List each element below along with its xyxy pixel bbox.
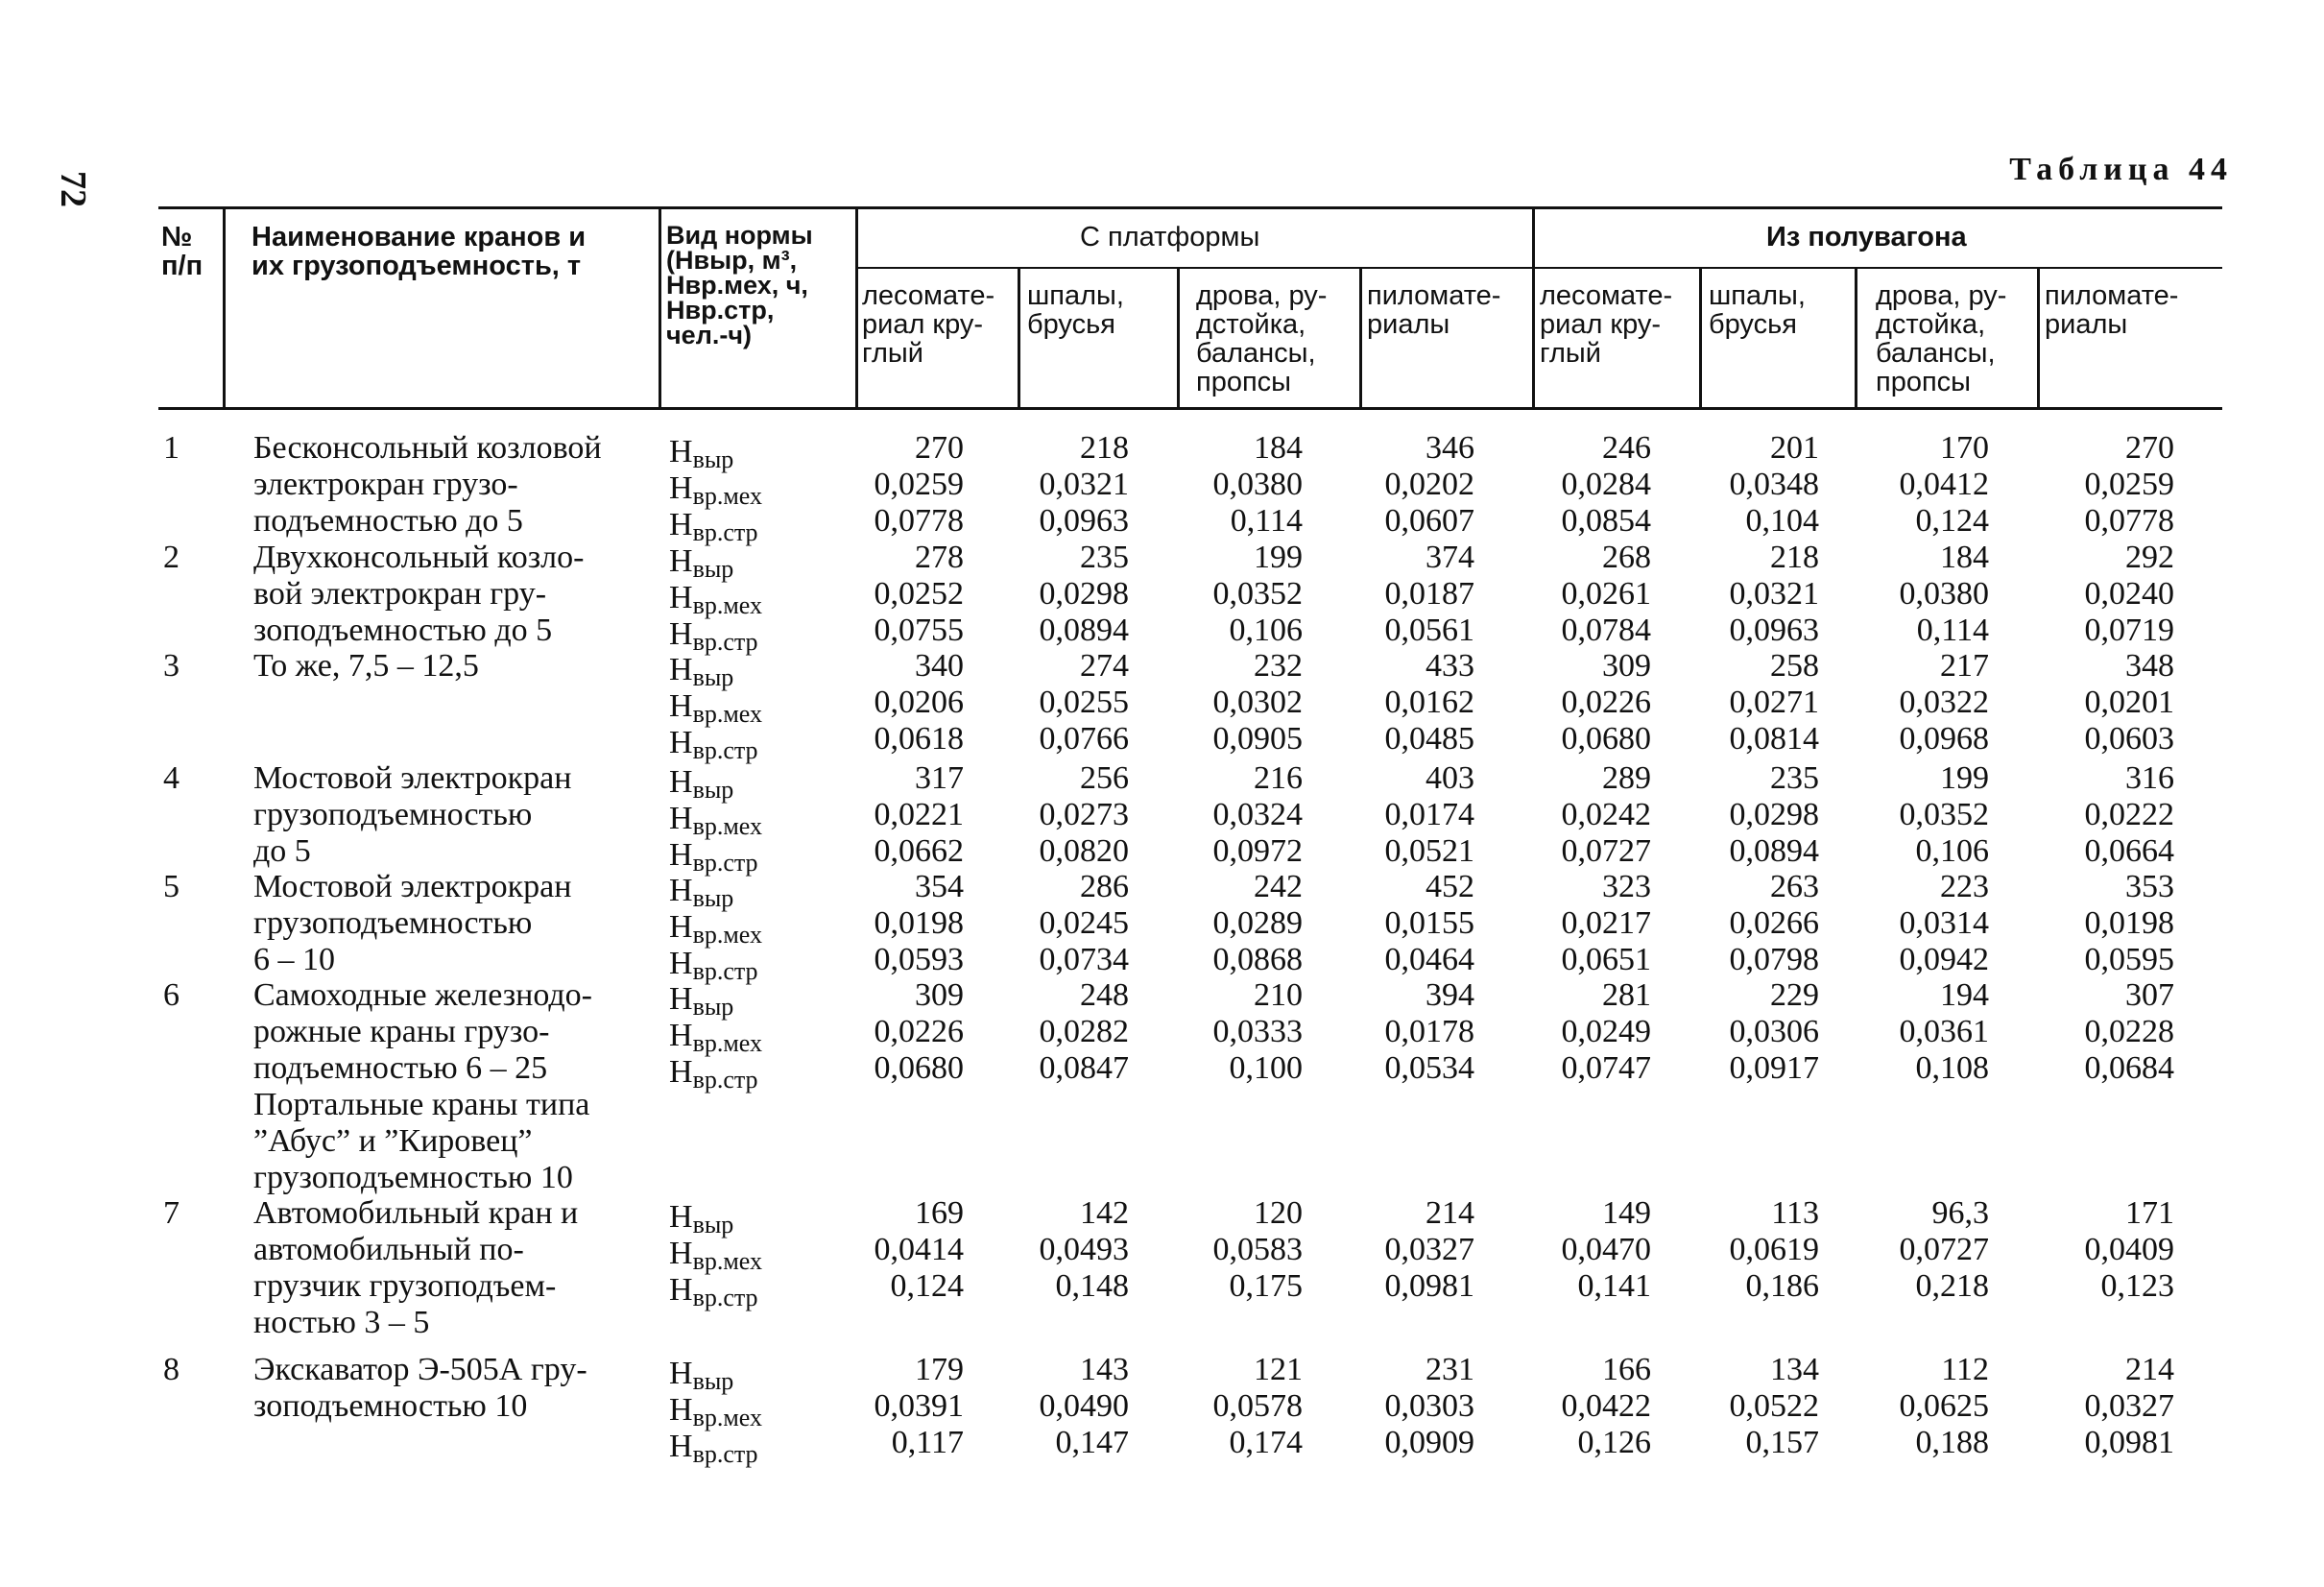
- row-number: 2: [163, 540, 180, 575]
- value-cell: 0,0963: [1039, 503, 1129, 539]
- norm-symbol: Н: [669, 1018, 693, 1053]
- norm-symbol: Н: [669, 1356, 693, 1391]
- value-cell: 0,0352: [1212, 576, 1303, 612]
- norm-symbol: Н: [669, 873, 693, 908]
- value-cell: 0,0680: [1561, 721, 1651, 757]
- value-cell: 354: [915, 869, 964, 904]
- value-cell: 0,0593: [874, 942, 964, 977]
- col-divider: [659, 206, 661, 408]
- value-cell: 0,0271: [1729, 685, 1819, 720]
- norm-symbol: Н: [669, 801, 693, 836]
- value-cell: 0,0206: [874, 685, 964, 720]
- value-cell: 0,0302: [1212, 685, 1303, 720]
- row-number: 8: [163, 1352, 180, 1387]
- value-cell: 0,0201: [2084, 685, 2174, 720]
- norm-subscript: вр.мех: [692, 921, 762, 949]
- value-cell: 0,0314: [1899, 905, 1989, 941]
- norm-symbol: Н: [669, 688, 693, 724]
- value-cell: 149: [1602, 1195, 1651, 1231]
- value-cell: 0,0905: [1212, 721, 1303, 757]
- value-cell: 0,0766: [1039, 721, 1129, 757]
- value-cell: 0,0324: [1212, 797, 1303, 832]
- value-cell: 0,174: [1229, 1425, 1303, 1460]
- value-cell: 231: [1426, 1352, 1474, 1387]
- value-cell: 0,218: [1915, 1268, 1989, 1304]
- value-cell: 0,0734: [1039, 942, 1129, 977]
- norm-subscript: выр: [692, 993, 734, 1021]
- value-cell: 348: [2125, 648, 2174, 684]
- table-caption: Таблица 44: [2009, 152, 2233, 187]
- col-divider: [1359, 267, 1362, 408]
- value-cell: 0,0391: [874, 1388, 964, 1424]
- value-cell: 143: [1080, 1352, 1129, 1387]
- value-cell: 0,0868: [1212, 942, 1303, 977]
- value-cell: 0,0284: [1561, 467, 1651, 502]
- value-cell: 0,0784: [1561, 613, 1651, 648]
- value-cell: 0,0814: [1729, 721, 1819, 757]
- value-cell: 0,0217: [1561, 905, 1651, 941]
- norm-subscript: вр.мех: [692, 700, 762, 728]
- value-cell: 217: [1940, 648, 1989, 684]
- norm-subscript: вр.стр: [692, 628, 758, 656]
- value-cell: 346: [1426, 430, 1474, 466]
- value-cell: 317: [915, 760, 964, 796]
- row-crane-name: Бесконсольный козловой электрокран грузо- подъемностью до 5: [253, 430, 602, 539]
- value-cell: 134: [1770, 1352, 1819, 1387]
- value-cell: 0,141: [1577, 1268, 1651, 1304]
- value-cell: 0,0228: [2084, 1014, 2174, 1049]
- norm-label: [669, 1054, 758, 1098]
- header-sub-4: лесомате- риал кру- глый: [1540, 280, 1673, 369]
- row-number: 5: [163, 869, 180, 904]
- subheader-rule-platform: [857, 267, 1534, 269]
- value-cell: 0,106: [1915, 833, 1989, 869]
- value-cell: 0,0240: [2084, 576, 2174, 612]
- norm-symbol: Н: [669, 909, 693, 945]
- norm-symbol: Н: [669, 470, 693, 506]
- value-cell: 96,3: [1931, 1195, 1989, 1231]
- norm-subscript: выр: [692, 776, 734, 804]
- value-cell: 0,0820: [1039, 833, 1129, 869]
- value-cell: 246: [1602, 430, 1651, 466]
- value-cell: 307: [2125, 977, 2174, 1013]
- value-cell: 229: [1770, 977, 1819, 1013]
- norm-symbol: Н: [669, 1236, 693, 1271]
- header-col-num: № п/п: [161, 222, 204, 281]
- norm-symbol: Н: [669, 616, 693, 652]
- value-cell: 0,0485: [1384, 721, 1474, 757]
- value-cell: 270: [915, 430, 964, 466]
- header-group-wagon: Из полувагона: [1766, 222, 1967, 252]
- row-crane-name: Мостовой электрокран грузоподъемностью 6 – 10: [253, 869, 572, 977]
- norm-symbol: Н: [669, 1199, 693, 1235]
- norm-symbol: Н: [669, 764, 693, 800]
- value-cell: 0,0464: [1384, 942, 1474, 977]
- value-cell: 0,0273: [1039, 797, 1129, 832]
- value-cell: 452: [1426, 869, 1474, 904]
- value-cell: 0,0684: [2084, 1050, 2174, 1086]
- norm-subscript: выр: [692, 445, 734, 473]
- value-cell: 0,0798: [1729, 942, 1819, 977]
- value-cell: 216: [1254, 760, 1303, 796]
- norm-symbol: Н: [669, 725, 693, 760]
- value-cell: 0,0226: [874, 1014, 964, 1049]
- value-cell: 199: [1254, 540, 1303, 575]
- subheader-rule-wagon: [1534, 267, 2222, 269]
- value-cell: 0,0414: [874, 1232, 964, 1267]
- value-cell: 166: [1602, 1352, 1651, 1387]
- norm-symbol: Н: [669, 507, 693, 542]
- value-cell: 403: [1426, 760, 1474, 796]
- value-cell: 0,0618: [874, 721, 964, 757]
- norm-symbol: Н: [669, 946, 693, 981]
- norm-symbol: Н: [669, 1054, 693, 1090]
- value-cell: 0,124: [1915, 503, 1989, 539]
- header-sub-6: дрова, ру- дстойка, балансы, пропсы: [1876, 280, 2007, 397]
- col-divider: [1699, 267, 1702, 408]
- value-cell: 0,0968: [1899, 721, 1989, 757]
- value-cell: 0,0470: [1561, 1232, 1651, 1267]
- value-cell: 0,0306: [1729, 1014, 1819, 1049]
- norm-subscript: вр.стр: [692, 957, 758, 985]
- value-cell: 210: [1254, 977, 1303, 1013]
- value-cell: 142: [1080, 1195, 1129, 1231]
- col-divider: [1018, 267, 1020, 408]
- value-cell: 0,124: [890, 1268, 964, 1304]
- row-number: 3: [163, 648, 180, 684]
- value-cell: 242: [1254, 869, 1303, 904]
- row-crane-name: То же, 7,5 – 12,5: [253, 648, 479, 684]
- value-cell: 0,0747: [1561, 1050, 1651, 1086]
- value-cell: 179: [915, 1352, 964, 1387]
- value-cell: 0,0245: [1039, 905, 1129, 941]
- value-cell: 171: [2125, 1195, 2174, 1231]
- norm-label: [669, 1429, 758, 1473]
- value-cell: 0,0778: [874, 503, 964, 539]
- col-divider: [1177, 267, 1180, 408]
- header-sub-1: шпалы, брусья: [1027, 280, 1124, 340]
- norm-subscript: вр.мех: [692, 482, 762, 510]
- value-cell: 0,0619: [1729, 1232, 1819, 1267]
- header-sub-2: дрова, ру- дстойка, балансы, пропсы: [1196, 280, 1328, 397]
- value-cell: 0,0662: [874, 833, 964, 869]
- value-cell: 248: [1080, 977, 1129, 1013]
- value-cell: 0,0242: [1561, 797, 1651, 832]
- value-cell: 0,0625: [1899, 1388, 1989, 1424]
- col-divider: [1855, 267, 1857, 408]
- norm-symbol: Н: [669, 580, 693, 615]
- norm-label: [669, 725, 758, 769]
- norm-subscript: вр.мех: [692, 1029, 762, 1057]
- value-cell: 270: [2125, 430, 2174, 466]
- value-cell: 0,0333: [1212, 1014, 1303, 1049]
- value-cell: 0,0894: [1039, 613, 1129, 648]
- value-cell: 0,0534: [1384, 1050, 1474, 1086]
- value-cell: 0,0322: [1899, 685, 1989, 720]
- value-cell: 214: [1426, 1195, 1474, 1231]
- row-number: 7: [163, 1195, 180, 1231]
- row-number: 1: [163, 430, 180, 466]
- value-cell: 274: [1080, 648, 1129, 684]
- value-cell: 374: [1426, 540, 1474, 575]
- value-cell: 0,0595: [2084, 942, 2174, 977]
- value-cell: 112: [1941, 1352, 1989, 1387]
- value-cell: 316: [2125, 760, 2174, 796]
- value-cell: 0,188: [1915, 1425, 1989, 1460]
- header-sub-3: пиломате- риалы: [1367, 280, 1501, 340]
- value-cell: 235: [1770, 760, 1819, 796]
- value-cell: 184: [1254, 430, 1303, 466]
- value-cell: 323: [1602, 869, 1651, 904]
- value-cell: 0,0348: [1729, 467, 1819, 502]
- value-cell: 0,0972: [1212, 833, 1303, 869]
- value-cell: 0,0178: [1384, 1014, 1474, 1049]
- value-cell: 0,0352: [1899, 797, 1989, 832]
- col-divider: [855, 206, 858, 408]
- page-number: 72: [53, 171, 93, 207]
- value-cell: 0,117: [891, 1425, 964, 1460]
- value-cell: 0,123: [2100, 1268, 2174, 1304]
- value-cell: 0,0259: [874, 467, 964, 502]
- norm-symbol: Н: [669, 1272, 693, 1308]
- value-cell: 0,0298: [1729, 797, 1819, 832]
- value-cell: 201: [1770, 430, 1819, 466]
- value-cell: 0,147: [1055, 1425, 1129, 1460]
- header-sub-7: пиломате- риалы: [2045, 280, 2179, 340]
- value-cell: 0,0561: [1384, 613, 1474, 648]
- value-cell: 0,0174: [1384, 797, 1474, 832]
- norm-subscript: вр.мех: [692, 1247, 762, 1275]
- value-cell: 169: [915, 1195, 964, 1231]
- value-cell: 263: [1770, 869, 1819, 904]
- value-cell: 0,0380: [1899, 576, 1989, 612]
- value-cell: 170: [1940, 430, 1989, 466]
- row-number: 4: [163, 760, 180, 796]
- norm-subscript: выр: [692, 1211, 734, 1238]
- value-cell: 0,0327: [1384, 1232, 1474, 1267]
- value-cell: 353: [2125, 869, 2174, 904]
- value-cell: 0,114: [1916, 613, 1989, 648]
- header-group-platform: С платформы: [1080, 222, 1260, 252]
- value-cell: 0,0727: [1561, 833, 1651, 869]
- value-cell: 258: [1770, 648, 1819, 684]
- value-cell: 0,0522: [1729, 1388, 1819, 1424]
- value-cell: 0,0981: [2084, 1425, 2174, 1460]
- row-crane-name: Автомобильный кран и автомобильный по- грузчик грузоподъем- ностью 3 – 5: [253, 1195, 579, 1340]
- value-cell: 0,0259: [2084, 467, 2174, 502]
- value-cell: 0,0490: [1039, 1388, 1129, 1424]
- value-cell: 256: [1080, 760, 1129, 796]
- norm-label: [669, 1272, 758, 1316]
- norm-subscript: вр.мех: [692, 591, 762, 619]
- value-cell: 0,114: [1230, 503, 1303, 539]
- value-cell: 0,0380: [1212, 467, 1303, 502]
- value-cell: 0,0894: [1729, 833, 1819, 869]
- norm-subscript: вр.мех: [692, 1404, 762, 1431]
- value-cell: 292: [2125, 540, 2174, 575]
- header-sub-0: лесомате- риал кру- глый: [862, 280, 995, 369]
- row-crane-name: Мостовой электрокран грузоподъемностью до 5: [253, 760, 572, 869]
- value-cell: 0,0321: [1039, 467, 1129, 502]
- norm-subscript: выр: [692, 555, 734, 583]
- value-cell: 0,0607: [1384, 503, 1474, 539]
- value-cell: 0,100: [1229, 1050, 1303, 1086]
- value-cell: 0,157: [1745, 1425, 1819, 1460]
- value-cell: 0,0422: [1561, 1388, 1651, 1424]
- value-cell: 0,0493: [1039, 1232, 1129, 1267]
- value-cell: 0,0198: [874, 905, 964, 941]
- value-cell: 268: [1602, 540, 1651, 575]
- value-cell: 0,0854: [1561, 503, 1651, 539]
- row-crane-name: Самоходные железнодо- рожные краны грузо- подъемностью 6 – 25 Портальные краны типа ”Абус” и ”Кировец” грузоподъемностью 10: [253, 977, 592, 1195]
- norm-subscript: вр.стр: [692, 849, 758, 877]
- value-cell: 223: [1940, 869, 1989, 904]
- value-cell: 0,0778: [2084, 503, 2174, 539]
- norm-subscript: вр.стр: [692, 518, 758, 546]
- norm-subscript: вр.стр: [692, 1066, 758, 1094]
- norm-symbol: Н: [669, 1392, 693, 1428]
- header-col-norm: Вид нормы (Нвыр, м³, Нвр.мех, ч, Нвр.стр, чел.-ч): [666, 221, 813, 349]
- row-crane-name: Экскаватор Э-505А гру- зоподъемностью 10: [253, 1352, 587, 1424]
- norm-symbol: Н: [669, 837, 693, 873]
- value-cell: 0,0651: [1561, 942, 1651, 977]
- value-cell: 394: [1426, 977, 1474, 1013]
- value-cell: 0,0155: [1384, 905, 1474, 941]
- norm-subscript: выр: [692, 663, 734, 691]
- norm-symbol: Н: [669, 543, 693, 579]
- value-cell: 340: [915, 648, 964, 684]
- value-cell: 0,0409: [2084, 1232, 2174, 1267]
- value-cell: 0,0664: [2084, 833, 2174, 869]
- value-cell: 0,0981: [1384, 1268, 1474, 1304]
- value-cell: 0,0298: [1039, 576, 1129, 612]
- col-divider: [223, 206, 226, 408]
- value-cell: 0,108: [1915, 1050, 1989, 1086]
- norm-subscript: выр: [692, 1367, 734, 1395]
- value-cell: 0,0226: [1561, 685, 1651, 720]
- norm-subscript: вр.стр: [692, 1284, 758, 1311]
- value-cell: 0,0221: [874, 797, 964, 832]
- value-cell: 0,0252: [874, 576, 964, 612]
- header-sub-5: шпалы, брусья: [1709, 280, 1806, 340]
- norm-symbol: Н: [669, 652, 693, 687]
- value-cell: 0,0909: [1384, 1425, 1474, 1460]
- value-cell: 309: [915, 977, 964, 1013]
- value-cell: 120: [1254, 1195, 1303, 1231]
- table-top-rule: [158, 206, 2222, 209]
- value-cell: 0,0187: [1384, 576, 1474, 612]
- value-cell: 0,0578: [1212, 1388, 1303, 1424]
- value-cell: 0,0680: [874, 1050, 964, 1086]
- value-cell: 194: [1940, 977, 1989, 1013]
- value-cell: 0,0727: [1899, 1232, 1989, 1267]
- value-cell: 218: [1770, 540, 1819, 575]
- header-bottom-rule: [158, 407, 2222, 410]
- value-cell: 199: [1940, 760, 1989, 796]
- row-number: 6: [163, 977, 180, 1013]
- norm-symbol: Н: [669, 981, 693, 1017]
- value-cell: 0,126: [1577, 1425, 1651, 1460]
- value-cell: 235: [1080, 540, 1129, 575]
- value-cell: 0,186: [1745, 1268, 1819, 1304]
- norm-subscript: вр.мех: [692, 812, 762, 840]
- value-cell: 0,0162: [1384, 685, 1474, 720]
- value-cell: 0,0412: [1899, 467, 1989, 502]
- value-cell: 113: [1771, 1195, 1819, 1231]
- value-cell: 278: [915, 540, 964, 575]
- norm-symbol: Н: [669, 1429, 693, 1464]
- value-cell: 0,0719: [2084, 613, 2174, 648]
- value-cell: 0,0261: [1561, 576, 1651, 612]
- col-divider: [1532, 206, 1535, 408]
- value-cell: 0,0521: [1384, 833, 1474, 869]
- value-cell: 0,0603: [2084, 721, 2174, 757]
- norm-subscript: вр.стр: [692, 736, 758, 764]
- value-cell: 0,0255: [1039, 685, 1129, 720]
- value-cell: 0,0289: [1212, 905, 1303, 941]
- value-cell: 309: [1602, 648, 1651, 684]
- value-cell: 0,0583: [1212, 1232, 1303, 1267]
- value-cell: 0,0249: [1561, 1014, 1651, 1049]
- header-col-name: Наименование кранов и их грузоподъемность, т: [252, 222, 587, 281]
- value-cell: 289: [1602, 760, 1651, 796]
- value-cell: 121: [1254, 1352, 1303, 1387]
- value-cell: 286: [1080, 869, 1129, 904]
- norm-symbol: Н: [669, 434, 693, 469]
- value-cell: 0,0963: [1729, 613, 1819, 648]
- value-cell: 0,0942: [1899, 942, 1989, 977]
- norm-subscript: вр.стр: [692, 1440, 758, 1468]
- value-cell: 0,0266: [1729, 905, 1819, 941]
- value-cell: 0,0327: [2084, 1388, 2174, 1424]
- value-cell: 0,0282: [1039, 1014, 1129, 1049]
- value-cell: 0,0202: [1384, 467, 1474, 502]
- value-cell: 0,148: [1055, 1268, 1129, 1304]
- value-cell: 0,0361: [1899, 1014, 1989, 1049]
- value-cell: 0,0847: [1039, 1050, 1129, 1086]
- value-cell: 0,0917: [1729, 1050, 1819, 1086]
- value-cell: 0,0755: [874, 613, 964, 648]
- value-cell: 0,0303: [1384, 1388, 1474, 1424]
- value-cell: 184: [1940, 540, 1989, 575]
- row-crane-name: Двухконсольный козло- вой электрокран гру- зоподъемностью до 5: [253, 540, 585, 648]
- value-cell: 0,175: [1229, 1268, 1303, 1304]
- value-cell: 433: [1426, 648, 1474, 684]
- norm-subscript: выр: [692, 884, 734, 912]
- value-cell: 218: [1080, 430, 1129, 466]
- value-cell: 232: [1254, 648, 1303, 684]
- value-cell: 0,106: [1229, 613, 1303, 648]
- value-cell: 0,104: [1745, 503, 1819, 539]
- value-cell: 0,0198: [2084, 905, 2174, 941]
- value-cell: 281: [1602, 977, 1651, 1013]
- value-cell: 0,0321: [1729, 576, 1819, 612]
- value-cell: 214: [2125, 1352, 2174, 1387]
- value-cell: 0,0222: [2084, 797, 2174, 832]
- col-divider: [2037, 267, 2040, 408]
